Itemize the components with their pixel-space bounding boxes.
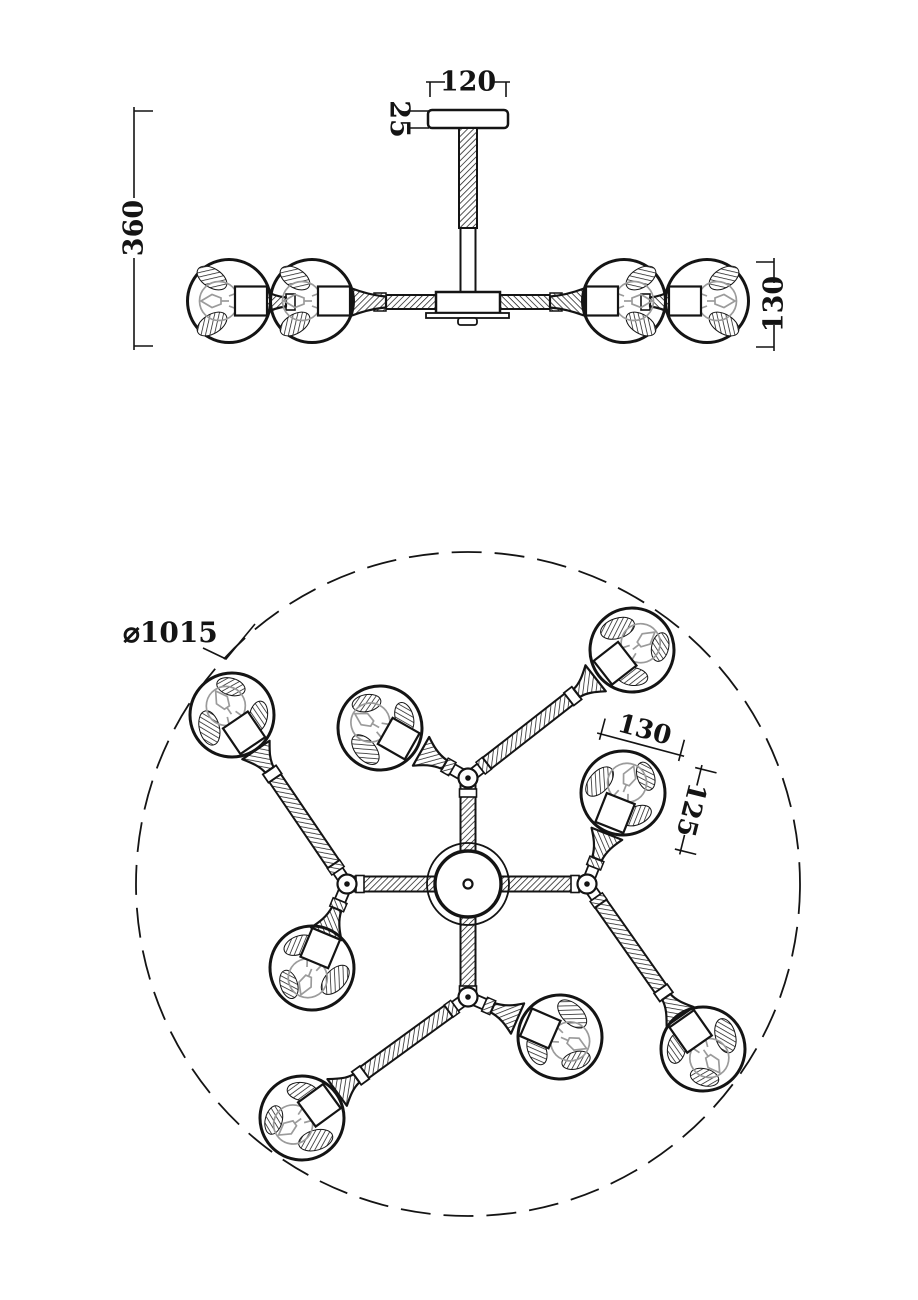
dim-shade-height: [756, 258, 790, 351]
hub-cap: [458, 318, 477, 325]
dim-shade-width-label: 130: [614, 708, 675, 752]
dim-overall-height-label: 360: [118, 199, 150, 257]
branch-to-nw-globe: [242, 741, 358, 890]
right-arm-assembly: [500, 260, 749, 343]
central-hub: [436, 292, 500, 313]
dim-canopy-height: [384, 100, 430, 138]
branch-to-sw-globe: [327, 986, 474, 1106]
fork-east: [578, 875, 597, 894]
hub-top-view: [427, 843, 509, 925]
overall-diameter-label: ⌀1015: [123, 616, 218, 649]
arm-collar: [460, 789, 477, 797]
side-view: [119, 67, 790, 352]
stem-rod: [461, 228, 476, 292]
fork-south: [459, 988, 478, 1007]
dim-canopy-width-label: 120: [439, 66, 497, 98]
dim-canopy-width: [426, 67, 510, 98]
dim-shade-depth-label: 125: [669, 779, 712, 840]
globe-nw: [174, 657, 291, 774]
globe-sse: [505, 982, 616, 1093]
hub-center-hole: [464, 880, 473, 889]
dim-shade-height-label: 130: [758, 275, 790, 333]
left-arm-assembly: [188, 260, 437, 343]
branch-to-se-globe: [576, 878, 694, 1026]
globe-ene: [568, 738, 677, 847]
dim-shade-depth: [665, 761, 717, 858]
stem-rod-hatched: [459, 128, 477, 228]
fork-north: [459, 769, 478, 788]
branch-to-ne-globe: [461, 665, 606, 788]
top-view: [123, 552, 800, 1216]
ceiling-canopy: [428, 110, 508, 128]
fork-west: [338, 875, 357, 894]
globe-wsw: [257, 913, 367, 1023]
globe-se: [644, 990, 761, 1107]
globe-nnw: [323, 671, 438, 786]
dim-canopy-height-label: 25: [383, 100, 415, 138]
dim-overall-height: [119, 107, 154, 350]
